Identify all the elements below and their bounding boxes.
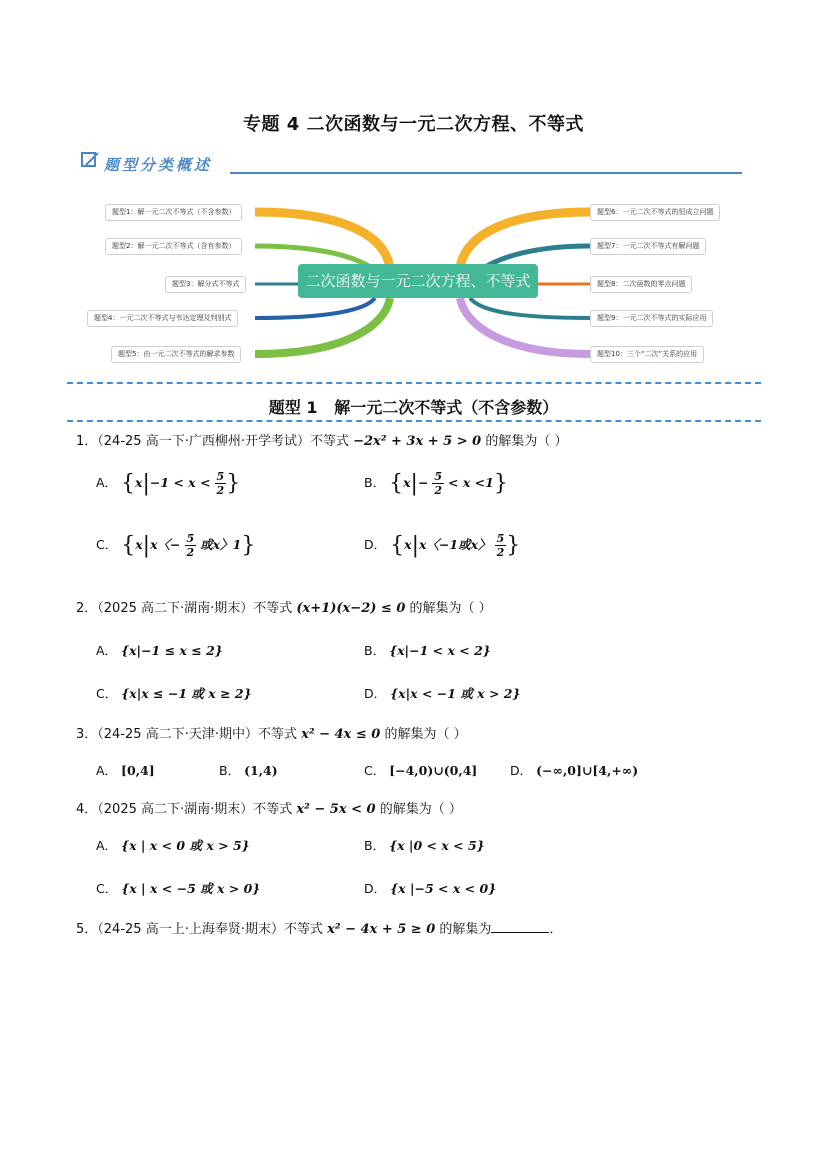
mindmap-right-3: 题型8：二次函数的零点问题 [590,276,692,293]
question-expression: (x+1)(x−2) ≤ 0 [296,601,406,616]
option-label: A． [96,763,118,778]
option-condition: −1 < x < [149,475,211,490]
question-source: （2025 高二下·湖南·期末）不等式 [97,601,293,616]
option-label: B． [219,763,241,778]
question-expression: −2x² + 3x + 5 > 0 [353,434,482,449]
question-5 [76,918,562,937]
option-text: {x | x < −5 或 x > 0} [121,881,261,896]
option-condition: − [417,475,429,490]
option-4d[interactable] [364,879,496,897]
option-1c[interactable]: C． {x|x〈− $\frac{5}{2}$ 或x〉1} [96,532,256,559]
option-label: B． [364,838,386,853]
mindmap-right-5: 题型10：三个“二次”关系的应用 [590,346,704,363]
fraction [215,470,227,497]
option-var: x [135,475,143,490]
fraction-denominator: 2 [216,484,225,497]
question-number: 1． [76,434,98,449]
mindmap-left-1: 题型1：解一元二次不等式（不含参数） [105,204,242,221]
option-condition-end: 或x〉1 [200,537,242,552]
section-divider-bottom [67,420,761,422]
overview-rule [230,172,742,174]
option-label: A． [96,643,118,658]
section-title [0,395,827,418]
option-text: {x|x < −1 或 x > 2} [390,686,521,701]
fraction [185,532,197,559]
branch-right-4 [470,298,590,318]
question-number: 5． [76,922,98,937]
branch-left-4 [255,298,375,318]
option-1a[interactable]: A． {x|−1 < x < $\frac{5}{2}$ } [96,470,241,497]
option-4a[interactable] [96,836,250,854]
branch-right-1 [460,212,590,268]
option-var: x [404,537,412,552]
overview-heading [80,150,750,180]
branch-left-1 [255,212,390,268]
question-suffix: 的解集为（ ） [379,802,462,817]
option-condition-end: < x <1 [448,475,494,490]
mindmap-left-2: 题型2：解一元二次不等式（含有参数） [105,238,242,255]
question-source: （24-25 高一下·广西柳州·开学考试）不等式 [97,434,349,449]
question-number: 2． [76,601,98,616]
option-var: x [135,537,143,552]
option-3b[interactable] [219,761,278,779]
option-label: C． [364,763,386,778]
mindmap-left-5: 题型5：由一元二次不等式的解求参数 [111,346,241,363]
fraction [432,470,444,497]
option-3a[interactable] [96,761,155,779]
option-text: {x|−1 < x < 2} [389,643,491,658]
option-condition: x〈−1或x〉 [419,537,491,552]
option-text: (−∞,0]∪[4,+∞) [536,763,639,778]
question-suffix: 的解集为（ ） [485,434,568,449]
option-text: [0,4] [121,763,155,778]
option-2b[interactable] [364,641,491,659]
question-suffix: 的解集为（ ） [409,601,492,616]
fraction-numerator: 5 [216,470,225,483]
mindmap-left-3: 题型3：解分式不等式 [165,276,246,293]
option-2c[interactable] [96,684,252,702]
fraction-numerator: 5 [496,532,505,545]
option-2a[interactable] [96,641,223,659]
mindmap-center: 二次函数与一元二次方程、不等式 [298,264,538,298]
question-number: 3． [76,727,98,742]
option-label: D． [364,537,387,552]
question-suffix: 的解集为（ ） [384,727,467,742]
question-number: 4． [76,802,98,817]
option-text: {x|x ≤ −1 或 x ≥ 2} [121,686,252,701]
document-title: 专题 4 二次函数与一元二次方程、不等式 [242,114,585,135]
question-expression: x² − 5x < 0 [296,802,376,817]
pen-icon [80,150,100,170]
option-1d[interactable]: D． {x|x〈−1或x〉 $\frac{5}{2}$ } [364,532,521,559]
option-4b[interactable] [364,836,485,854]
option-label: C． [96,881,118,896]
fraction-denominator: 2 [434,484,443,497]
overview-label: 题型分类概述 [104,156,213,174]
option-condition: x〈− [150,537,181,552]
option-text: {x | x < 0 或 x > 5} [121,838,250,853]
option-label: A． [96,475,118,490]
option-text: {x |−5 < x < 0} [390,881,497,896]
option-text: {x |0 < x < 5} [389,838,485,853]
question-source: （24-25 高一上·上海奉贤·期末）不等式 [97,922,323,937]
option-4c[interactable] [96,879,260,897]
question-source: （24-25 高二下·天津·期中）不等式 [97,727,297,742]
mindmap-right-2: 题型7：一元二次不等式有解问题 [590,238,706,255]
branch-left-5 [255,298,390,354]
fraction [495,532,507,559]
fraction-numerator: 5 [186,532,195,545]
option-var: x [403,475,411,490]
option-label: D． [364,881,387,896]
option-label: A． [96,838,118,853]
option-label: B． [364,643,386,658]
section-number: 题型 1 [268,398,318,417]
mindmap-right-1: 题型6：一元二次不等式的恒成立问题 [590,204,720,221]
question-1 [76,430,568,449]
option-3c[interactable] [364,761,477,779]
question-source: （2025 高二下·湖南·期末）不等式 [97,802,293,817]
option-label: B． [364,475,386,490]
mindmap-right-4: 题型9：一元二次不等式的实际应用 [590,310,713,327]
option-1b[interactable]: B． {x|− $\frac{5}{2}$ < x <1} [364,470,508,497]
question-end: ． [549,922,563,937]
answer-blank[interactable] [491,932,549,933]
option-label: D． [364,686,387,701]
mind-map [85,196,745,368]
fraction-denominator: 2 [186,546,195,559]
question-4 [76,798,462,817]
question-3 [76,723,467,742]
fraction-denominator: 2 [496,546,505,559]
option-2d[interactable] [364,684,521,702]
option-label: D． [510,763,533,778]
option-text: {x|−1 ≤ x ≤ 2} [121,643,223,658]
section-name: 解一元二次不等式（不含参数） [334,398,559,417]
option-label: C． [96,686,118,701]
question-suffix: 的解集为 [439,922,492,937]
question-expression: x² − 4x + 5 ≥ 0 [327,922,436,937]
option-text: (1,4) [244,763,278,778]
mindmap-left-4: 题型4：一元二次不等式与韦达定理及判别式 [87,310,238,327]
section-divider-top [67,382,761,384]
option-label: C． [96,537,118,552]
question-2 [76,597,492,616]
question-expression: x² − 4x ≤ 0 [301,727,381,742]
fraction-numerator: 5 [434,470,443,483]
option-3d[interactable] [510,761,638,779]
option-text: [−4,0)∪(0,4] [389,763,478,778]
